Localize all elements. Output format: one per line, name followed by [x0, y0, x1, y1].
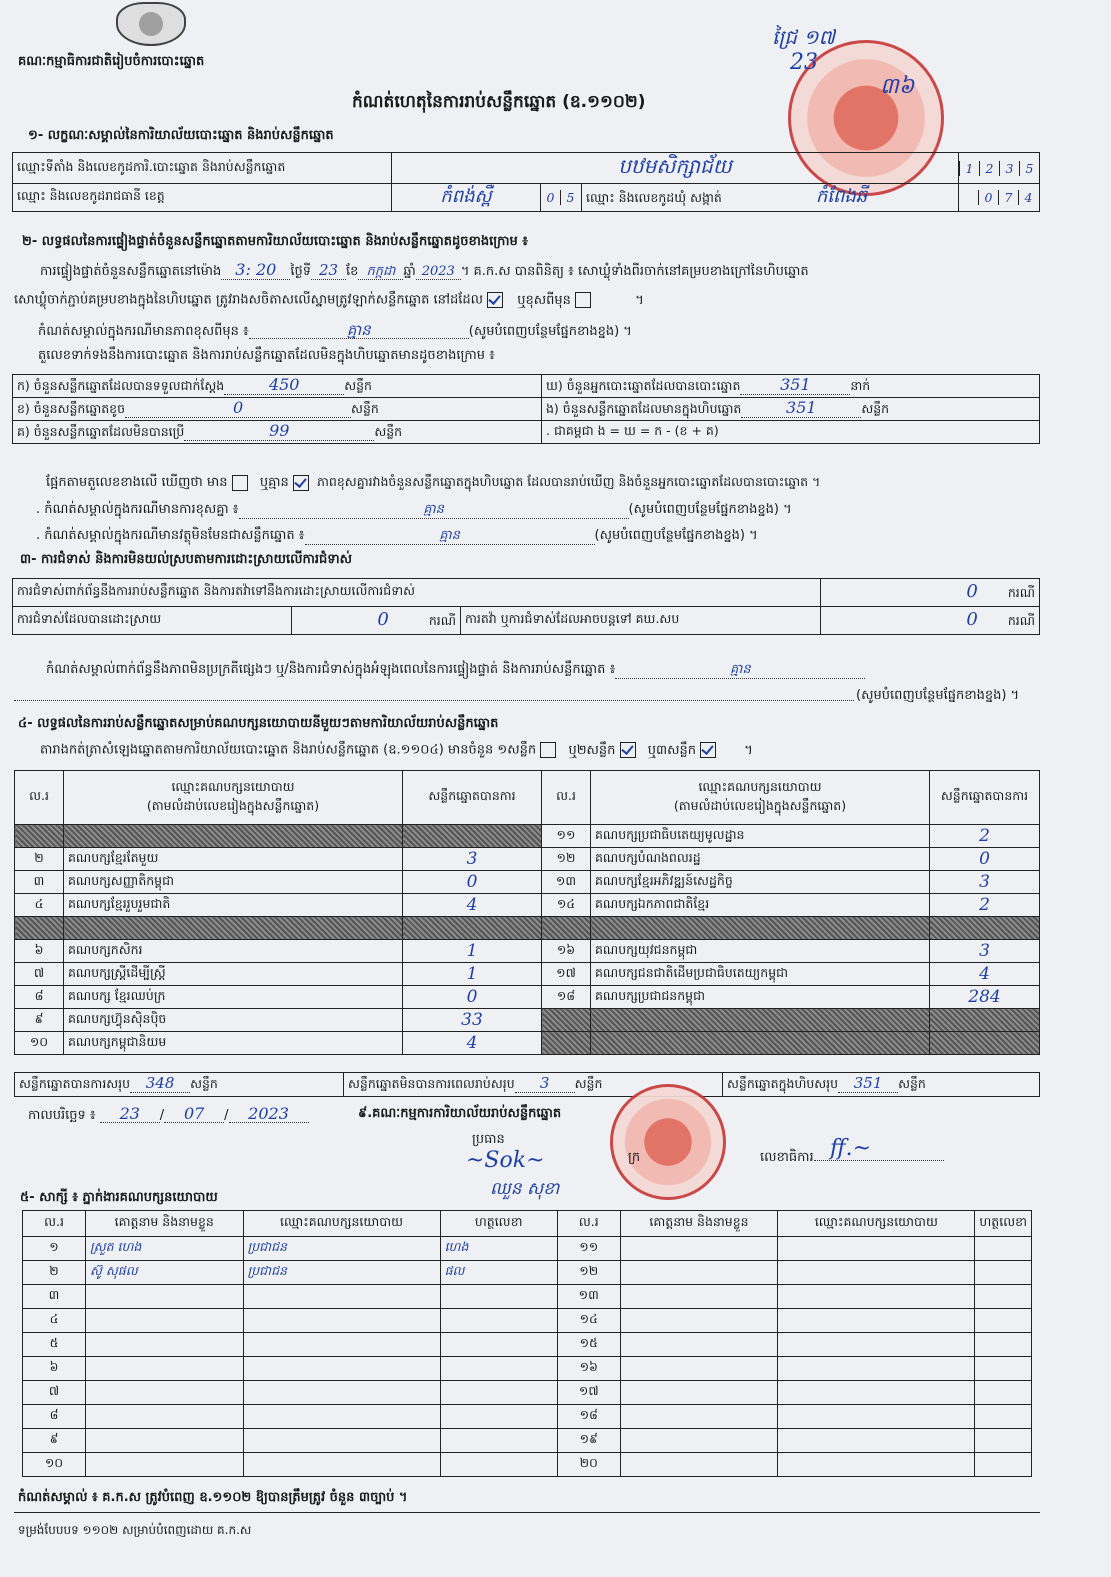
party-row	[15, 825, 1040, 848]
commune-code: 0 7 4	[959, 184, 1040, 212]
party-row	[15, 986, 1040, 1009]
verify-line: ការផ្ទៀងផ្ទាត់ចំនួនសន្លឹកឆ្នោតនៅម៉ោង 3: 20 ថ្ងៃទី 23 ខែ កក្កដា ឆ្នាំ 2023 ។ គ.ក.ស បានពិនិត្យ ៖ សោឃ្លុំទាំងពីរចាក់នៅគម្របខាងក្រៅនៃហិបឆ្នោត	[40, 260, 809, 279]
chair-signature: ~Sok~	[466, 1148, 545, 1173]
party-votes	[930, 1009, 1040, 1032]
witness-signature	[975, 1405, 1032, 1429]
party-name: គណបក្សប្រជាធិបតេយ្យមូលដ្ឋាន	[591, 825, 930, 848]
witness-party	[778, 1405, 975, 1429]
party-no	[542, 1032, 591, 1055]
witness-row	[23, 1237, 1032, 1261]
party-votes	[930, 917, 1040, 940]
witness-no: ២	[23, 1261, 86, 1285]
party-results-table	[14, 770, 1040, 1055]
handwritten-number: 23	[790, 50, 818, 75]
party-no: ៤	[15, 894, 64, 917]
party-votes: 4	[403, 894, 542, 917]
party-name	[591, 917, 930, 940]
party-row	[15, 940, 1040, 963]
witness-no: ៤	[23, 1309, 86, 1333]
totals-table	[14, 1072, 1040, 1097]
witness-party	[778, 1429, 975, 1453]
irregularity-note-suffix: (សូមបំពេញបន្ថែមផ្នែកខាងខ្នង) ។	[856, 688, 1020, 703]
footer-rule	[14, 1512, 1040, 1513]
witness-no: ១៩	[557, 1429, 620, 1453]
secretary-label: លេខាធិការ	[760, 1150, 944, 1166]
party-row	[15, 894, 1040, 917]
party-votes: 2	[930, 825, 1040, 848]
party-no: ១២	[542, 848, 591, 871]
party-votes: 3	[403, 848, 542, 871]
party-no: ៩	[15, 1009, 64, 1032]
witness-party	[243, 1381, 440, 1405]
party-row	[15, 1009, 1040, 1032]
witness-no: ១១	[557, 1237, 620, 1261]
witness-col-name-right: គោត្តនាម និងនាមខ្លួន	[620, 1211, 778, 1237]
party-votes: 0	[403, 871, 542, 894]
party-name: គណបក្សឯកភាពជាតិខ្មែរ	[591, 894, 930, 917]
dotted-line	[14, 700, 854, 701]
ballot-figures-table	[12, 374, 1040, 444]
total-in-box: សន្លឹកឆ្នោតក្នុងហិបសរុប 351 សន្លឹក	[723, 1073, 1040, 1097]
party-no: ៧	[15, 963, 64, 986]
witness-signature	[975, 1261, 1032, 1285]
witness-row	[23, 1429, 1032, 1453]
witness-col-no: ល.រ	[23, 1211, 86, 1237]
party-votes: 3	[930, 871, 1040, 894]
party-no: ១៨	[542, 986, 591, 1009]
figure-ngo: ង) ចំនួនសន្លឹកឆ្នោតដែលមានក្នុងហិបឆ្នោត 351 សន្លឹក	[542, 398, 1040, 421]
col-votes-right: សន្លឹកឆ្នោតបានការ	[930, 771, 1040, 825]
formula: . ជាគម្ពជា ង = ឃ = ក - (ខ + គ)	[542, 421, 1040, 444]
party-no: ១០	[15, 1032, 64, 1055]
witness-signature	[440, 1405, 557, 1429]
witness-signature	[440, 1333, 557, 1357]
witness-signature	[440, 1309, 557, 1333]
party-name: គណបក្សកសិករ	[64, 940, 403, 963]
party-votes: 0	[930, 848, 1040, 871]
commune-value: កំពែងឆី	[815, 186, 868, 207]
station-code: 1 2 3 5	[959, 153, 1040, 184]
witness-row	[23, 1333, 1032, 1357]
chair-label: ប្រធាន	[472, 1132, 505, 1147]
party-no	[542, 917, 591, 940]
witness-name	[620, 1261, 778, 1285]
irregularity-note: កំណត់សម្គាល់ពាក់ព័ន្ធនឹងភាពមិនប្រក្រតីផ្សេងៗ ឬ/និងការជំទាស់ក្នុងអំឡុងពេលនៃការផ្ទៀងផ្ទាត់ និងការរាប់សន្លឹកឆ្នោត ៖ គ្មាន	[46, 662, 865, 679]
party-no: ១១	[542, 825, 591, 848]
party-votes: 2	[930, 894, 1040, 917]
party-row	[15, 917, 1040, 940]
witness-signature	[975, 1309, 1032, 1333]
witness-signature: ផល	[440, 1261, 557, 1285]
witness-party	[778, 1453, 975, 1477]
witness-col-sig: ហត្ថលេខា	[440, 1211, 557, 1237]
col-no-right: ល.រ	[542, 771, 591, 825]
section-1-heading: ១- លក្ខណៈសម្គាល់នៃការិយាល័យបោះឆ្នោត និងរាប់សន្លឹកឆ្នោត	[28, 128, 334, 143]
party-name: គណបក្សខ្មែររួបរួមជាតិ	[64, 894, 403, 917]
witness-name	[620, 1285, 778, 1309]
figure-ko: គ) ចំនួនសន្លឹកឆ្នោតដែលមិនបានប្រើ 99 សន្លឹក	[13, 421, 542, 444]
witness-no: ១	[23, 1237, 86, 1261]
party-name: គណបក្សខ្មែរអភិវឌ្ឍន៍សេដ្ឋកិច្ច	[591, 871, 930, 894]
party-votes: 33	[403, 1009, 542, 1032]
col-party-right: ឈ្មោះគណបក្សនយោបាយ (តាមលំដាប់លេខរៀងក្នុងសន្លឹកឆ្នោត)	[591, 771, 930, 825]
party-name: គណបក្សប្រជាជនកម្ពុជា	[591, 986, 930, 1009]
witness-col-no-right: ល.រ	[557, 1211, 620, 1237]
figure-kha: ខ) ចំនួនសន្លឹកឆ្នោតខូច 0 សន្លឹក	[13, 398, 542, 421]
witness-col-party: ឈ្មោះគណបក្សនយោបាយ	[243, 1211, 440, 1237]
party-name: គណបក្សកម្ពុជានិយម	[64, 1032, 403, 1055]
diff-note-value: គ្មាន	[249, 322, 469, 339]
party-no	[15, 917, 64, 940]
committee-stamp	[610, 1084, 726, 1200]
different-checkbox[interactable]	[575, 292, 591, 308]
party-votes: 1	[403, 963, 542, 986]
party-name: គណបក្សស្ត្រីដើម្បីស្ត្រី	[64, 963, 403, 986]
chair-name: ឈួន សុខា	[490, 1179, 560, 1199]
witness-signature	[975, 1381, 1032, 1405]
party-no: ១៧	[542, 963, 591, 986]
section-5-heading: ៥- សាក្សី ៖ ភ្នាក់ងារគណបក្សនយោបាយ	[20, 1190, 218, 1205]
witness-party	[778, 1381, 975, 1405]
province-code: 0 5	[541, 184, 582, 212]
objections-table	[12, 578, 1040, 635]
witness-signature	[440, 1285, 557, 1309]
province-label: ឈ្មោះ និងលេខកូដរាជធានី ខេត្ត	[13, 184, 392, 212]
party-votes	[403, 825, 542, 848]
figure-ka: ក) ចំនួនសន្លឹកឆ្នោតដែលបានទទួលជាក់ស្តែង 450 សន្លឹក	[13, 375, 542, 398]
witness-signature	[975, 1429, 1032, 1453]
party-name: គណបក្សហ៊្វុនស៊ិនប៉ិច	[64, 1009, 403, 1032]
party-no	[15, 825, 64, 848]
witness-name	[620, 1453, 778, 1477]
witness-name	[85, 1453, 243, 1477]
party-no	[542, 1009, 591, 1032]
witness-col-sig-right: ហត្ថលេខា	[975, 1211, 1032, 1237]
objection-escalated-count: 0 ករណី	[821, 607, 1040, 635]
witness-col-party-right: ឈ្មោះគណបក្សនយោបាយ	[778, 1211, 975, 1237]
witness-party	[778, 1237, 975, 1261]
witness-name	[85, 1405, 243, 1429]
section-3-heading: ៣- ការជំទាស់ និងការមិនយល់ស្របតាមការដោះស្រាយលើការជំទាស់	[20, 552, 352, 567]
party-no: ៣	[15, 871, 64, 894]
province-value: កំពង់ស្ពឺ	[392, 184, 541, 212]
party-no: ១៦	[542, 940, 591, 963]
witness-signature	[440, 1357, 557, 1381]
witness-signature	[975, 1237, 1032, 1261]
witness-name	[85, 1309, 243, 1333]
witness-no: ៩	[23, 1429, 86, 1453]
station-id-table	[12, 152, 1040, 212]
witness-party	[778, 1309, 975, 1333]
witness-signature	[440, 1453, 557, 1477]
witness-table	[22, 1210, 1032, 1477]
royal-emblem-icon	[116, 2, 186, 46]
party-name	[64, 825, 403, 848]
witness-signature	[440, 1429, 557, 1453]
witness-no: ១០	[23, 1453, 86, 1477]
total-invalid: សន្លឹកឆ្នោតមិនបានការពេលរាប់សរុប 3 សន្លឹក	[344, 1073, 723, 1097]
verify-year: 2023	[416, 264, 461, 280]
footer-note: កំណត់សម្គាល់ ៖ គ.ក.ស ត្រូវបំពេញ ឧ.១១០២ ឱ្យបានត្រឹមត្រូវ ចំនួន ៣ច្បាប់ ។	[18, 1490, 408, 1505]
secretary-signature: ff.~	[830, 1136, 872, 1161]
witness-row	[23, 1285, 1032, 1309]
party-name: គណបក្ស ខ្មែរឈប់ក្រ	[64, 986, 403, 1009]
witness-party	[243, 1429, 440, 1453]
diff-note-1: . កំណត់សម្គាល់ក្នុងករណីមានការខុសគ្នា ៖ គ្មាន (សូមបំពេញបន្ថែមផ្នែកខាងខ្នង) ។	[36, 502, 792, 517]
objection-resolved: ការជំទាស់ដែលបានដោះស្រាយ	[13, 607, 292, 635]
witness-party	[243, 1285, 440, 1309]
commune-label: ឈ្មោះ និងលេខកូដឃុំ សង្កាត់	[586, 190, 722, 205]
objection-escalated: ការតវ៉ា ឬការជំទាស់ដែលអាចបន្តទៅ គឃ.សប	[461, 607, 821, 635]
figure-kho: ឃ) ចំនួនអ្នកបោះឆ្នោតដែលបានបោះឆ្នោត 351 នាក់	[542, 375, 1040, 398]
party-row	[15, 848, 1040, 871]
party-name: គណបក្សខ្មែរតែមួយ	[64, 848, 403, 871]
party-votes: 4	[930, 963, 1040, 986]
witness-row	[23, 1405, 1032, 1429]
party-no: ៦	[15, 940, 64, 963]
section-4-heading: ៤- លទ្ធផលនៃការរាប់សន្លឹកឆ្នោតសម្រាប់គណបក្សនយោបាយនីមួយៗតាមការិយាល័យរាប់សន្លឹកឆ្នោត	[18, 716, 499, 731]
witness-name	[85, 1357, 243, 1381]
witness-row	[23, 1357, 1032, 1381]
witness-no: ៣	[23, 1285, 86, 1309]
witness-no: ១៤	[557, 1309, 620, 1333]
witness-party	[243, 1453, 440, 1477]
witness-row	[23, 1453, 1032, 1477]
party-votes	[930, 1032, 1040, 1055]
witness-name	[620, 1309, 778, 1333]
party-name: គណបក្សសញ្ញាតិកម្ពុជា	[64, 871, 403, 894]
witness-no: ៦	[23, 1357, 86, 1381]
member-label: ក្រ	[628, 1150, 641, 1165]
witness-name	[620, 1429, 778, 1453]
tally-sheet-count: តារាងកត់ត្រាសំឡេងឆ្នោតតាមការិយាល័យបោះឆ្នោត និងរាប់សន្លឹកឆ្នោត (ឧ.១១០៤) មានចំនួន ១សន្លឹក ឬ២សន្លឹក ឬ៣សន្លឹក ។	[40, 742, 753, 758]
verify-time: 3: 20	[221, 260, 290, 280]
witness-party	[243, 1357, 440, 1381]
witness-name	[85, 1333, 243, 1357]
witness-no: ១៥	[557, 1333, 620, 1357]
handwritten-note: ជ្រៃ ១៧	[772, 25, 835, 49]
party-votes: 4	[403, 1032, 542, 1055]
verify-day: 23	[311, 261, 346, 280]
three-sheets-checkbox[interactable]	[700, 742, 716, 758]
witness-row	[23, 1381, 1032, 1405]
witness-party	[778, 1285, 975, 1309]
party-row	[15, 963, 1040, 986]
party-votes: 3	[930, 940, 1040, 963]
witness-party	[778, 1261, 975, 1285]
difference-line: ផ្អែកតាមតួលេខខាងលើ ឃើញថា មាន ឬគ្មាន ភាពខុសគ្នារវាងចំនួនសន្លឹកឆ្នោតក្នុងហិបឆ្នោត ដែលបានរាប់ឃើញ និងចំនួនអ្នកបោះឆ្នោតដែលបានបោះឆ្នោត ។	[46, 474, 821, 490]
party-name	[591, 1032, 930, 1055]
col-no: ល.រ	[15, 771, 64, 825]
witness-signature	[440, 1381, 557, 1405]
witness-row	[23, 1309, 1032, 1333]
party-no: ១៣	[542, 871, 591, 894]
party-name	[64, 917, 403, 940]
witness-name	[85, 1285, 243, 1309]
witness-party: ប្រជាជន	[243, 1261, 440, 1285]
document-title: កំណត់ហេតុនៃការរាប់សន្លឹកឆ្នោត (ឧ.១១០២)	[352, 92, 646, 112]
witness-col-name: គោត្តនាម និងនាមខ្លួន	[85, 1211, 243, 1237]
col-votes: សន្លឹកឆ្នោតបានការ	[403, 771, 542, 825]
total-valid: សន្លឹកឆ្នោតបានការសរុប 348 សន្លឹក	[15, 1073, 344, 1097]
has-difference-checkbox[interactable]	[232, 475, 248, 491]
witness-signature	[975, 1453, 1032, 1477]
objection-related: ការជំទាស់ពាក់ព័ន្ធនឹងការរាប់សន្លឹកឆ្នោត និងការតវ៉ាទៅនឹងការដោះស្រាយលើការជំទាស់	[13, 579, 821, 607]
witness-signature: ហេង	[440, 1237, 557, 1261]
signing-date: កាលបរិច្ឆេទ ៖ 23 / 07 / 2023	[28, 1106, 309, 1124]
witness-no: ៥	[23, 1333, 86, 1357]
witness-party	[778, 1357, 975, 1381]
party-no: ១៤	[542, 894, 591, 917]
witness-no: ២០	[557, 1453, 620, 1477]
party-votes: 1	[403, 940, 542, 963]
party-votes: 284	[930, 986, 1040, 1009]
witness-no: ១៦	[557, 1357, 620, 1381]
party-no: ៨	[15, 986, 64, 1009]
witness-signature	[975, 1285, 1032, 1309]
witness-no: ១៧	[557, 1381, 620, 1405]
diff-note-2: . កំណត់សម្គាល់ក្នុងករណីមានវត្ថុមិនមែនជាសន្លឹកឆ្នោត ៖ គ្មាន (សូមបំពេញបន្ថែមផ្នែកខាងខ្នង) ។	[36, 528, 758, 543]
witness-party	[243, 1309, 440, 1333]
witness-party	[243, 1405, 440, 1429]
party-votes	[403, 917, 542, 940]
witness-name	[620, 1333, 778, 1357]
handwritten-mark: ៣៦	[880, 74, 915, 99]
witness-party	[778, 1333, 975, 1357]
section-2-heading: ២- លទ្ធផលនៃការផ្ទៀងផ្ទាត់ចំនួនសន្លឹកឆ្នោតតាមការិយាល័យបោះឆ្នោត និងរាប់សន្លឹកឆ្នោតដូចខាងក្រោម ៖	[22, 234, 528, 249]
commune-cell	[582, 184, 959, 212]
figures-intro: តួលេខទាក់ទងនឹងការបោះឆ្នោត និងការរាប់សន្លឹកឆ្នោតដែលមិនក្នុងហិបឆ្នោតមានដូចខាងក្រោម ៖	[38, 348, 495, 363]
witness-party	[243, 1333, 440, 1357]
party-name	[591, 1009, 930, 1032]
objection-related-count: 0 ករណី	[821, 579, 1040, 607]
lock-line: សោឃ្លុំចាក់ភ្ជាប់គម្របខាងក្នុងនៃហិបឆ្នោត ត្រូវរាងសចិតាសលើស្នាមត្រូវឡាក់សន្លឹកឆ្នោត នៅដដែល ឬខុសពីមុន ។	[14, 292, 644, 308]
party-row	[15, 1032, 1040, 1055]
witness-row	[23, 1261, 1032, 1285]
party-name: គណបក្សយុវជនកម្ពុជា	[591, 940, 930, 963]
party-row	[15, 871, 1040, 894]
witness-no: ១៣	[557, 1285, 620, 1309]
verify-month: កក្កដា	[358, 264, 403, 280]
party-name: គណបក្សបំណងពលរដ្ឋ	[591, 848, 930, 871]
committee-name: គណៈកម្មាធិការជាតិរៀបចំការបោះឆ្នោត	[18, 54, 205, 69]
form-reference: ទម្រង់បែបបទ ១១០២ សម្រាប់បំពេញដោយ គ.ក.ស	[18, 1523, 252, 1537]
witness-name	[620, 1357, 778, 1381]
station-value: បឋមសិក្សាជ័យ	[392, 153, 959, 184]
witness-name	[620, 1237, 778, 1261]
witness-name	[620, 1381, 778, 1405]
col-party: ឈ្មោះគណបក្សនយោបាយ (តាមលំដាប់លេខរៀងក្នុងសន្លឹកឆ្នោត)	[64, 771, 403, 825]
witness-name: ស្រួត ហេង	[85, 1237, 243, 1261]
objection-resolved-count: 0 ករណី	[292, 607, 461, 635]
station-label: ឈ្មោះទីតាំង និងលេខកូដការិ.បោះឆ្នោត និងរាប់សន្លឹកឆ្នោត	[13, 153, 392, 184]
two-sheets-checkbox[interactable]	[620, 742, 636, 758]
party-votes: 0	[403, 986, 542, 1009]
same-checkbox[interactable]	[487, 292, 503, 308]
one-sheet-checkbox[interactable]	[540, 742, 556, 758]
party-name: គណបក្សជនជាតិដើមប្រជាធិបតេយ្យកម្ពុជា	[591, 963, 930, 986]
witness-signature	[975, 1333, 1032, 1357]
witness-no: ១៨	[557, 1405, 620, 1429]
witness-name: ស៊ូ សុផល	[85, 1261, 243, 1285]
diff-note-line: កំណត់សម្គាល់ក្នុងករណីមានភាពខុសពីមុន ៖ គ្មាន (សូមបំពេញបន្ថែមផ្នែកខាងខ្នង) ។	[38, 321, 632, 339]
party-no: ២	[15, 848, 64, 871]
witness-signature	[975, 1357, 1032, 1381]
counting-committee: ៩.គណៈកម្មការការិយាល័យរាប់សន្លឹកឆ្នោត	[358, 1106, 562, 1121]
witness-name	[620, 1405, 778, 1429]
witness-name	[85, 1381, 243, 1405]
witness-no: ៧	[23, 1381, 86, 1405]
witness-no: ១២	[557, 1261, 620, 1285]
witness-name	[85, 1429, 243, 1453]
no-difference-checkbox[interactable]	[293, 475, 309, 491]
witness-no: ៨	[23, 1405, 86, 1429]
witness-party: ប្រជាជន	[243, 1237, 440, 1261]
